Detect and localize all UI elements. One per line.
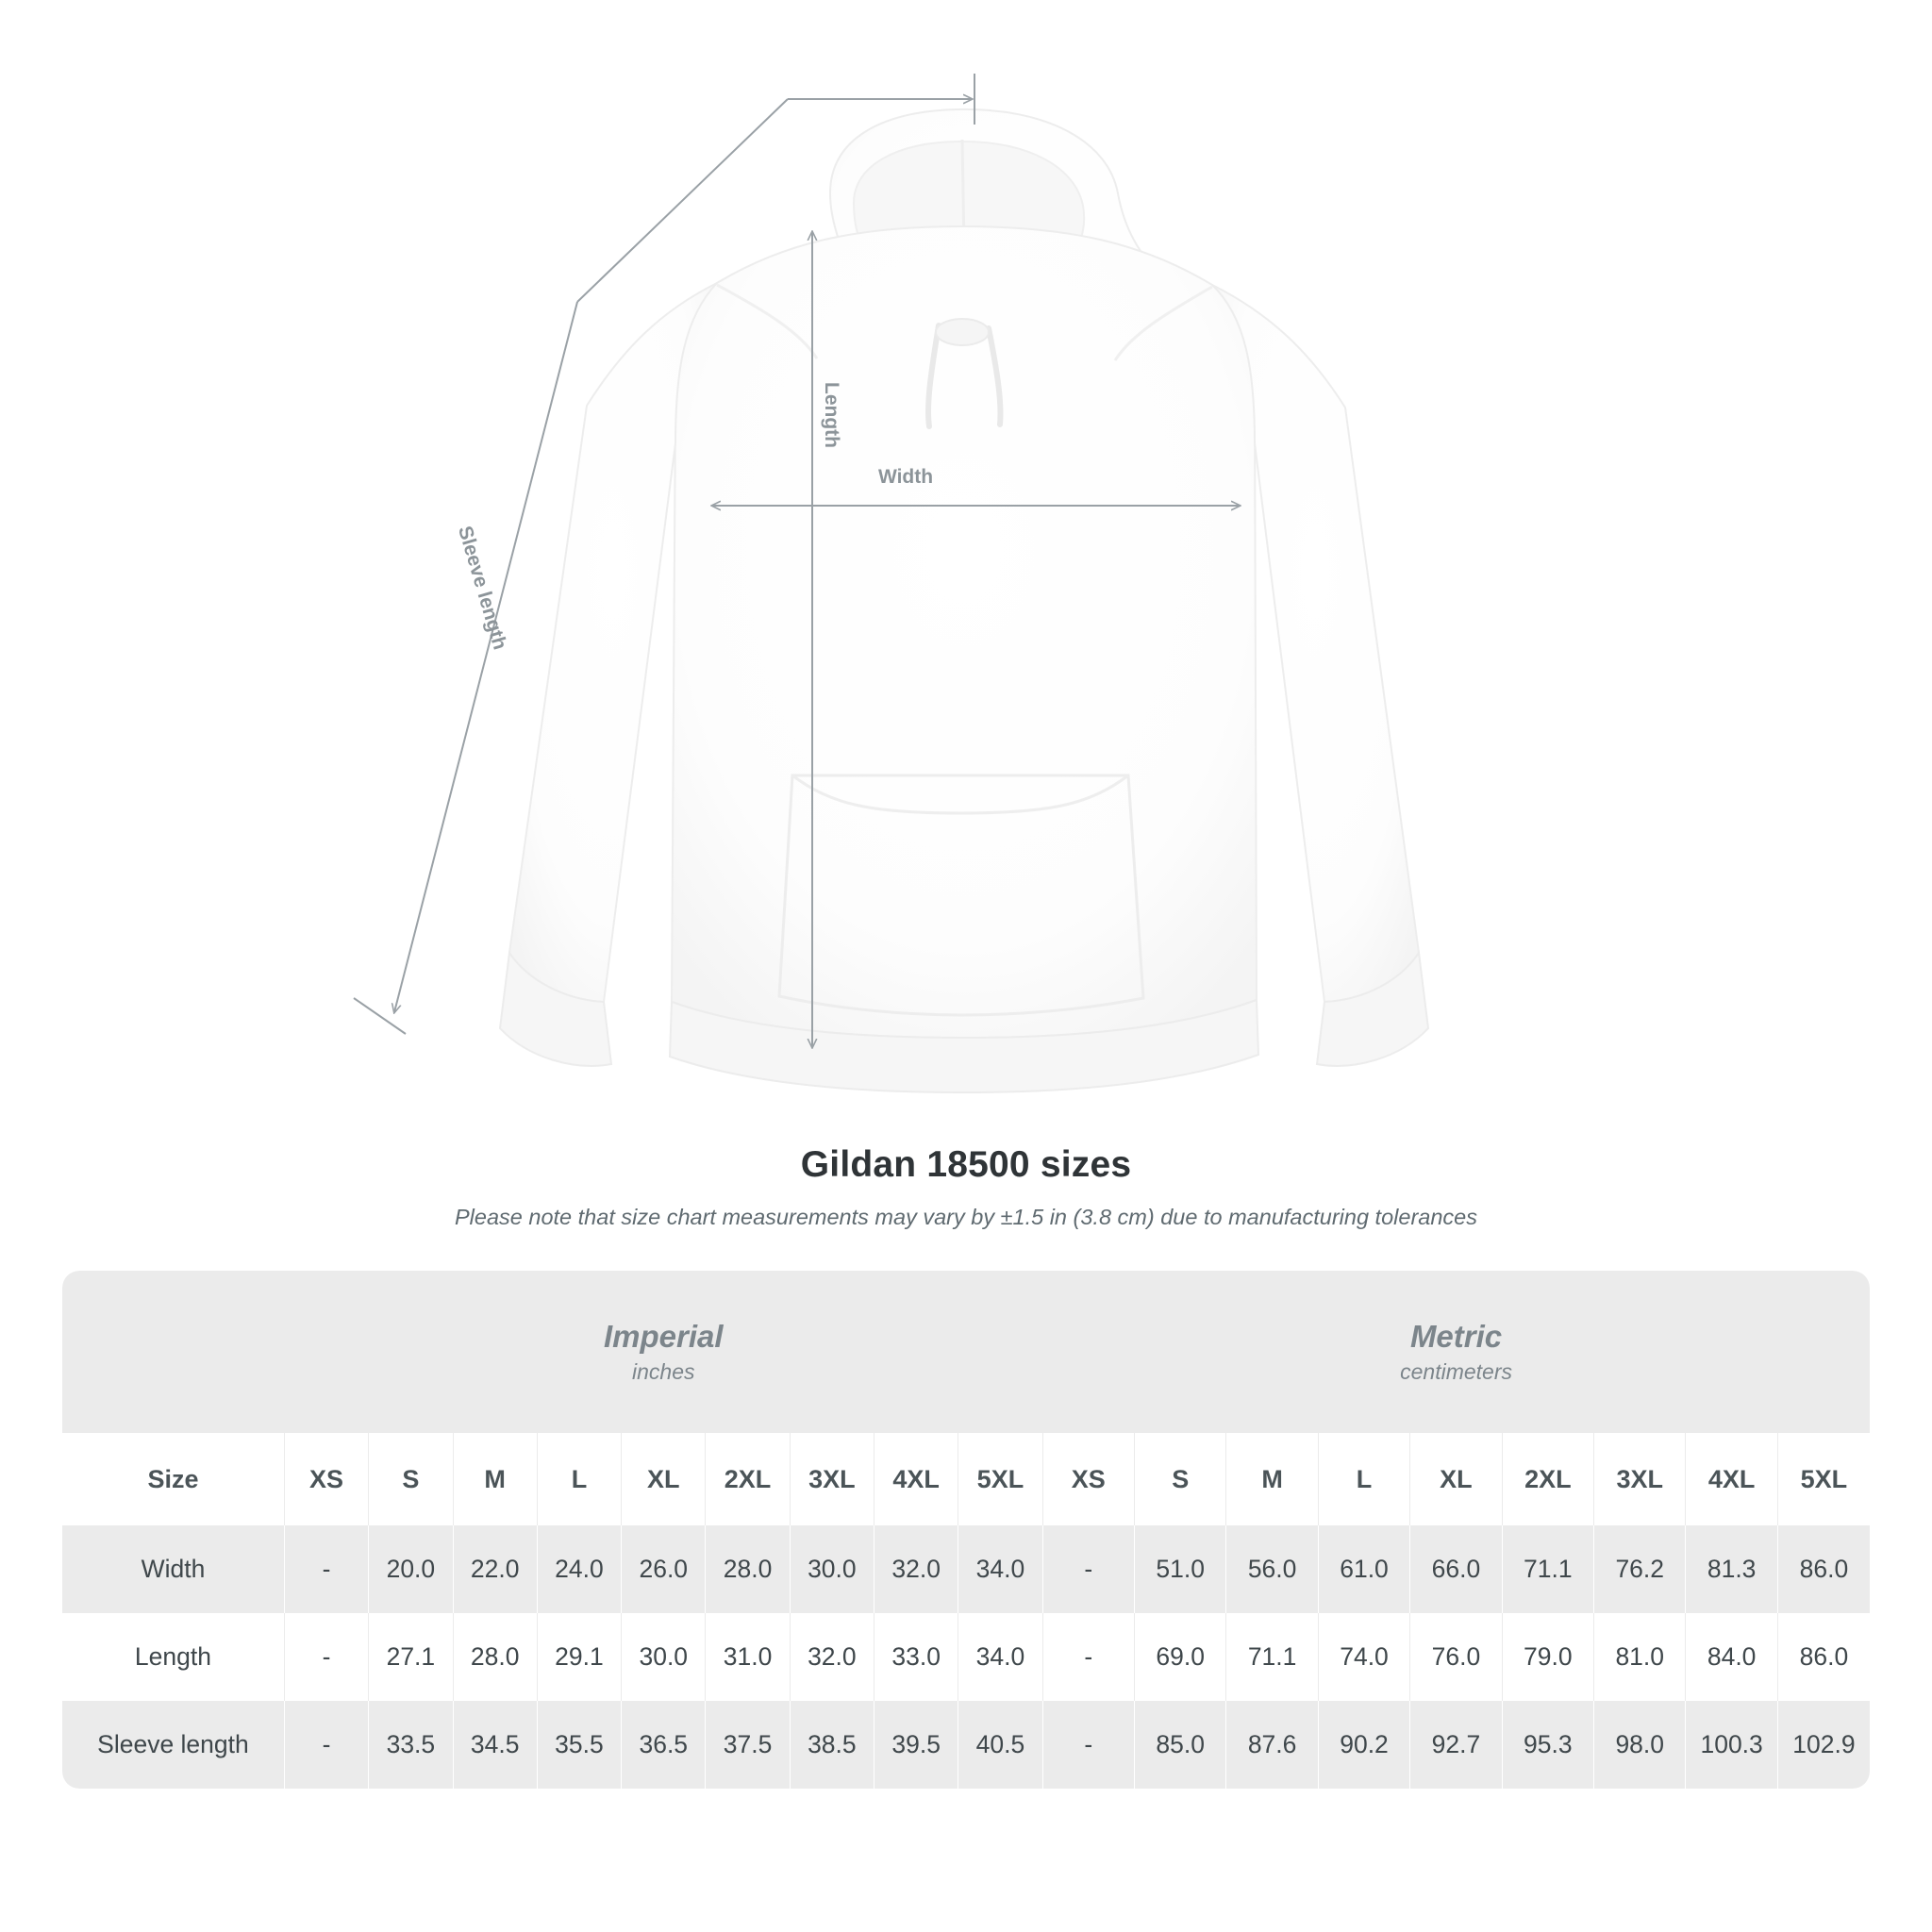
header-metric-xs: XS	[1042, 1433, 1134, 1525]
cell-width-metric-xs: -	[1042, 1525, 1134, 1613]
header-metric-m: M	[1226, 1433, 1318, 1525]
cell-length-imperial-4xl: 33.0	[874, 1613, 958, 1701]
cell-length-imperial-xl: 30.0	[622, 1613, 706, 1701]
cell-sleeve-metric-xs: -	[1042, 1701, 1134, 1789]
cell-length-metric-5xl: 86.0	[1777, 1613, 1870, 1701]
table-unit-header-row	[62, 1271, 1870, 1433]
cell-sleeve-imperial-s: 33.5	[369, 1701, 453, 1789]
cell-width-metric-xl: 66.0	[1410, 1525, 1502, 1613]
unit-metric-sub: centimeters	[1400, 1358, 1512, 1384]
header-imperial-m: M	[453, 1433, 537, 1525]
sleeve-length-label: Sleeve length	[453, 523, 511, 653]
header-size-label: Size	[62, 1433, 284, 1525]
row-label-width: Width	[62, 1525, 284, 1613]
cell-sleeve-metric-s: 85.0	[1135, 1701, 1226, 1789]
header-metric-3xl: 3XL	[1594, 1433, 1686, 1525]
cell-sleeve-imperial-2xl: 37.5	[706, 1701, 790, 1789]
header-metric-s: S	[1135, 1433, 1226, 1525]
hoodie-garment	[500, 109, 1428, 1092]
cell-length-imperial-m: 28.0	[453, 1613, 537, 1701]
cell-sleeve-imperial-l: 35.5	[537, 1701, 621, 1789]
sleeve-bottom-tick	[354, 998, 406, 1034]
cell-width-metric-s: 51.0	[1135, 1525, 1226, 1613]
cell-width-metric-m: 56.0	[1226, 1525, 1318, 1613]
cell-sleeve-metric-2xl: 95.3	[1502, 1701, 1593, 1789]
cell-sleeve-imperial-5xl: 40.5	[958, 1701, 1042, 1789]
table-row	[62, 1613, 1870, 1701]
cell-sleeve-metric-3xl: 98.0	[1594, 1701, 1686, 1789]
header-metric-l: L	[1318, 1433, 1409, 1525]
cell-sleeve-imperial-m: 34.5	[453, 1701, 537, 1789]
cell-width-imperial-3xl: 30.0	[790, 1525, 874, 1613]
header-metric-4xl: 4XL	[1686, 1433, 1777, 1525]
size-table	[62, 1271, 1870, 1789]
unit-header-metric	[1042, 1271, 1870, 1433]
table-row	[62, 1701, 1870, 1789]
unit-header-imperial	[284, 1271, 1042, 1433]
cell-length-metric-s: 69.0	[1135, 1613, 1226, 1701]
header-metric-2xl: 2XL	[1502, 1433, 1593, 1525]
cell-sleeve-imperial-xs: -	[284, 1701, 368, 1789]
table-size-header-row	[62, 1433, 1870, 1525]
cell-length-metric-xs: -	[1042, 1613, 1134, 1701]
cell-length-metric-l: 74.0	[1318, 1613, 1409, 1701]
size-table-container	[62, 1271, 1870, 1789]
cell-width-metric-l: 61.0	[1318, 1525, 1409, 1613]
cell-sleeve-imperial-4xl: 39.5	[874, 1701, 958, 1789]
cell-width-metric-3xl: 76.2	[1594, 1525, 1686, 1613]
header-imperial-s: S	[369, 1433, 453, 1525]
cell-length-metric-4xl: 84.0	[1686, 1613, 1777, 1701]
cell-width-imperial-2xl: 28.0	[706, 1525, 790, 1613]
cell-width-imperial-m: 22.0	[453, 1525, 537, 1613]
cell-length-imperial-xs: -	[284, 1613, 368, 1701]
cell-sleeve-metric-m: 87.6	[1226, 1701, 1318, 1789]
cell-length-imperial-2xl: 31.0	[706, 1613, 790, 1701]
cell-width-imperial-s: 20.0	[369, 1525, 453, 1613]
cell-width-imperial-4xl: 32.0	[874, 1525, 958, 1613]
page-title: Gildan 18500 sizes	[800, 1144, 1132, 1185]
cell-length-metric-m: 71.1	[1226, 1613, 1318, 1701]
cell-sleeve-metric-4xl: 100.3	[1686, 1701, 1777, 1789]
cell-width-imperial-l: 24.0	[537, 1525, 621, 1613]
header-imperial-5xl: 5XL	[958, 1433, 1042, 1525]
unit-imperial-name: Imperial	[603, 1319, 724, 1355]
cell-sleeve-imperial-3xl: 38.5	[790, 1701, 874, 1789]
header-imperial-l: L	[537, 1433, 621, 1525]
cell-sleeve-metric-xl: 92.7	[1410, 1701, 1502, 1789]
unit-metric-name: Metric	[1409, 1319, 1503, 1355]
tolerance-note: Please note that size chart measurements may vary by ±1.5 in (3.8 cm) due to manufacturing tolerances	[455, 1205, 1477, 1229]
cell-length-imperial-s: 27.1	[369, 1613, 453, 1701]
row-label-sleeve-length: Sleeve length	[62, 1701, 284, 1789]
cell-sleeve-imperial-xl: 36.5	[622, 1701, 706, 1789]
cell-length-metric-3xl: 81.0	[1594, 1613, 1686, 1701]
header-metric-5xl: 5XL	[1777, 1433, 1870, 1525]
table-row	[62, 1525, 1870, 1613]
cell-length-metric-2xl: 79.0	[1502, 1613, 1593, 1701]
cell-length-imperial-l: 29.1	[537, 1613, 621, 1701]
width-label: Width	[877, 466, 934, 488]
cell-width-metric-4xl: 81.3	[1686, 1525, 1777, 1613]
cell-width-imperial-xs: -	[284, 1525, 368, 1613]
cell-width-imperial-5xl: 34.0	[958, 1525, 1042, 1613]
length-label: Length	[821, 382, 842, 448]
cell-length-imperial-3xl: 32.0	[790, 1613, 874, 1701]
header-imperial-3xl: 3XL	[790, 1433, 874, 1525]
header-metric-xl: XL	[1410, 1433, 1502, 1525]
header-imperial-xs: XS	[284, 1433, 368, 1525]
cell-width-metric-2xl: 71.1	[1502, 1525, 1593, 1613]
cell-sleeve-metric-5xl: 102.9	[1777, 1701, 1870, 1789]
header-imperial-xl: XL	[622, 1433, 706, 1525]
header-imperial-2xl: 2XL	[706, 1433, 790, 1525]
cell-width-metric-5xl: 86.0	[1777, 1525, 1870, 1613]
unit-imperial-sub: inches	[632, 1358, 695, 1384]
cell-length-imperial-5xl: 34.0	[958, 1613, 1042, 1701]
cell-width-imperial-xl: 26.0	[622, 1525, 706, 1613]
row-label-length: Length	[62, 1613, 284, 1701]
cell-sleeve-metric-l: 90.2	[1318, 1701, 1409, 1789]
unit-header-spacer	[62, 1271, 284, 1433]
header-imperial-4xl: 4XL	[874, 1433, 958, 1525]
cell-length-metric-xl: 76.0	[1410, 1613, 1502, 1701]
